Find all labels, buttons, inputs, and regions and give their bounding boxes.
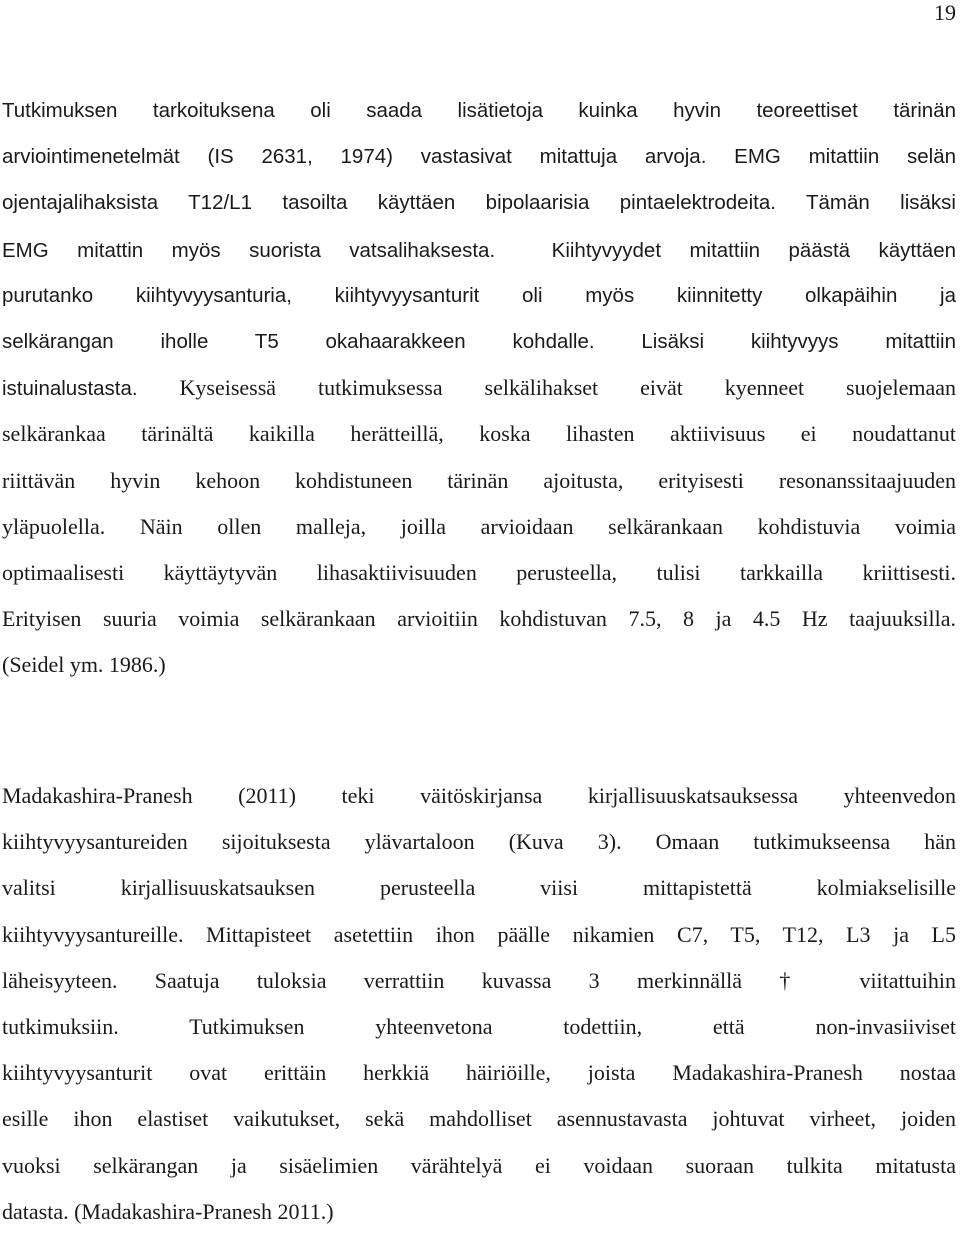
- text-line: esille ihon elastiset vaikutukset, sekä mahdolliset asennustavasta johtuvat virheet, joiden: [2, 1106, 956, 1132]
- text-line: läheisyyteen. Saatuja tuloksia verrattiin kuvassa 3 merkinnällä † viitattuihin: [2, 967, 956, 993]
- text-line: optimaalisesti käyttäytyvän lihasaktiivisuuden perusteella, tulisi tarkkailla kriittisesti.: [2, 559, 956, 585]
- text-segment: yläpuolella.: [2, 513, 106, 539]
- text-line: tutkimuksiin. Tutkimuksen yhteenvetona todettiin, että non-invasiiviset: [2, 1013, 956, 1039]
- text-segment: EMG mitattin myös suorista vatsalihaksesta.: [2, 238, 496, 262]
- text-line: ojentajalihaksista T12/L1 tasoilta käyttäen bipolaarisia pintaelektrodeita. Tämän lisäksi: [2, 191, 956, 215]
- text-line: Tutkimuksen tarkoituksena oli saada lisätietoja kuinka hyvin teoreettiset tärinän: [2, 99, 956, 122]
- text-line-mixed: [2, 504, 956, 550]
- text-line: vuoksi selkärangan ja sisäelimien värähtelyä ei voidaan suoraan tulkita mitatusta: [2, 1152, 956, 1178]
- text-line: selkärangan iholle T5 okahaarakkeen kohdalle. Lisäksi kiihtyvyys mitattiin: [2, 329, 956, 353]
- text-segment: Kiihtyvyydet mitattiin päästä käyttäen: [551, 238, 957, 262]
- text-line: kiihtyvyysantureille. Mittapisteet asetettiin ihon päälle nikamien C7, T5, T12, L3 ja L5: [2, 921, 956, 947]
- text-segment: Kyseisessä tutkimuksessa selkälihakset eivät kyenneet suojelemaan: [179, 375, 956, 401]
- text-line: riittävän hyvin kehoon kohdistuneen tärinän ajoitusta, erityisesti resonanssitaajuuden: [2, 467, 956, 493]
- text-line: datasta. (Madakashira-Pranesh 2011.): [2, 1198, 334, 1224]
- text-line-mixed: [2, 227, 956, 273]
- text-segment: istuinalustasta.: [2, 377, 138, 401]
- text-line: kiihtyvyysanturit ovat erittäin herkkiä häiriöille, joista Madakashira-Pranesh nostaa: [2, 1060, 956, 1086]
- text-line: arviointimenetelmät (IS 2631, 1974) vastasivat mitattuja arvoja. EMG mitattiin selän: [2, 145, 956, 169]
- paragraph-2: [2, 773, 956, 1235]
- text-line: Madakashira-Pranesh (2011) teki väitöskirjansa kirjallisuuskatsauksessa yhteenvedon: [2, 783, 956, 808]
- text-line: selkärankaa tärinältä kaikilla herätteillä, koska lihasten aktiivisuus ei noudattanut: [2, 421, 956, 447]
- text-line: purutanko kiihtyvyysanturia, kiihtyvyysanturit oli myös kiinnitetty olkapäihin ja: [2, 283, 956, 307]
- page-number: 19: [934, 0, 956, 25]
- text-segment: Näin ollen malleja, joilla arvioidaan selkärankaan kohdistuvia voimia: [139, 513, 956, 539]
- text-line: (Seidel ym. 1986.): [2, 652, 166, 678]
- text-line: kiihtyvyysantureiden sijoituksesta ylävartaloon (Kuva 3). Omaan tutkimukseensa hän: [2, 829, 956, 855]
- text-line: Erityisen suuria voimia selkärankaan arvioitiin kohdistuvan 7.5, 8 ja 4.5 Hz taajuuksilla.: [2, 606, 956, 632]
- text-line: valitsi kirjallisuuskatsauksen perusteella viisi mittapistettä kolmiakselisille: [2, 875, 956, 901]
- text-line-mixed: [2, 365, 956, 411]
- paragraph-1: [2, 88, 956, 688]
